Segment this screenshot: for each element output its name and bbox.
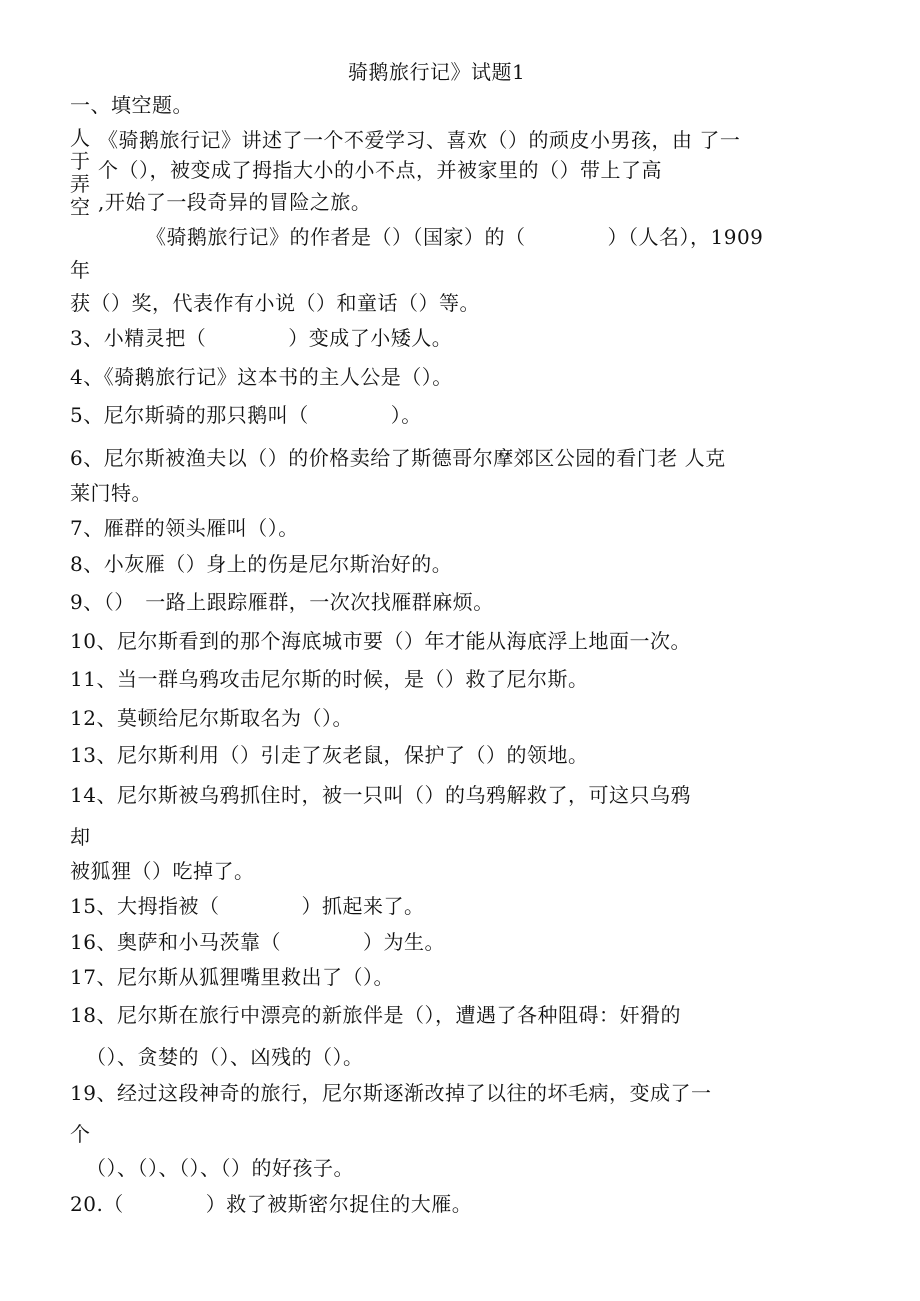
- question-line: （）、（）、（）、（）的好孩子。: [86, 1156, 354, 1180]
- question-line: 14、尼尔斯被乌鸦抓住时，被一只叫（）的乌鸦解救了，可这只乌鸦: [70, 783, 691, 807]
- document-title: 骑鹅旅行记》试题1: [348, 60, 526, 84]
- question-line: 6、尼尔斯被渔夫以（）的价格卖给了斯德哥尔摩郊区公园的看门老 人克: [70, 446, 726, 470]
- question-line: 20.（ ）救了被斯密尔捉住的大雁。: [70, 1192, 473, 1216]
- question-line: 16、奥萨和小马茨靠（ ）为生。: [70, 930, 445, 954]
- question-line: 9、（） 一路上跟踪雁群，一次次找雁群麻烦。: [70, 590, 494, 614]
- question-line: 被狐狸（）吃掉了。: [70, 859, 255, 883]
- side-char: 于: [70, 149, 90, 173]
- question-line: 19、经过这段神奇的旅行，尼尔斯逐渐改掉了以往的坏毛病，变成了一: [70, 1081, 712, 1105]
- side-char: 空: [70, 195, 90, 219]
- side-characters: [70, 127, 94, 219]
- question-line: ,开始了一段奇异的冒险之旅。: [98, 190, 372, 214]
- question-line: 18、尼尔斯在旅行中漂亮的新旅伴是（），遭遇了各种阻碍：奸猾的: [70, 1003, 681, 1027]
- question-line: 13、尼尔斯利用（）引走了灰老鼠，保护了（）的领地。: [70, 743, 589, 767]
- section-heading: 一、填空题。: [70, 93, 193, 117]
- question-line: 莱门特。: [70, 481, 152, 505]
- question-line: 个（），被变成了拇指大小的小不点，并被家里的（）带上了高: [98, 158, 662, 182]
- question-line: 11、当一群乌鸦攻击尼尔斯的时候，是（）救了尼尔斯。: [70, 667, 589, 691]
- question-line: 4、《骑鹅旅行记》这本书的主人公是（）。: [70, 365, 453, 389]
- question-line: 获（）奖，代表作有小说（）和童话（）等。: [70, 291, 480, 315]
- question-line: 8、小灰雁（）身上的伤是尼尔斯治好的。: [70, 552, 453, 576]
- question-line: 12、莫顿给尼尔斯取名为（）。: [70, 706, 353, 730]
- question-line: 10、尼尔斯看到的那个海底城市要（）年才能从海底浮上地面一次。: [70, 629, 691, 653]
- question-line: 《骑鹅旅行记》的作者是（）（国家）的（ ）（人名），1909: [146, 225, 764, 249]
- question-line: 17、尼尔斯从狐狸嘴里救出了（）。: [70, 965, 394, 989]
- side-char: 弄: [70, 172, 90, 196]
- question-line: （）、贪婪的（）、凶残的（）。: [86, 1045, 364, 1069]
- question-line: 15、大拇指被（ ）抓起来了。: [70, 894, 425, 918]
- question-line: 个: [70, 1122, 91, 1146]
- question-line: 7、雁群的领头雁叫（）。: [70, 516, 299, 540]
- side-char: 人: [70, 126, 90, 150]
- question-line: 年: [70, 258, 91, 282]
- question-line: 3、小精灵把（ ）变成了小矮人。: [70, 326, 453, 350]
- question-line: 5、尼尔斯骑的那只鹅叫（ ）。: [70, 403, 422, 427]
- question-line: 《骑鹅旅行记》讲述了一个不爱学习、喜欢（）的顽皮小男孩，由 了一: [98, 128, 741, 152]
- question-line: 却: [70, 825, 91, 849]
